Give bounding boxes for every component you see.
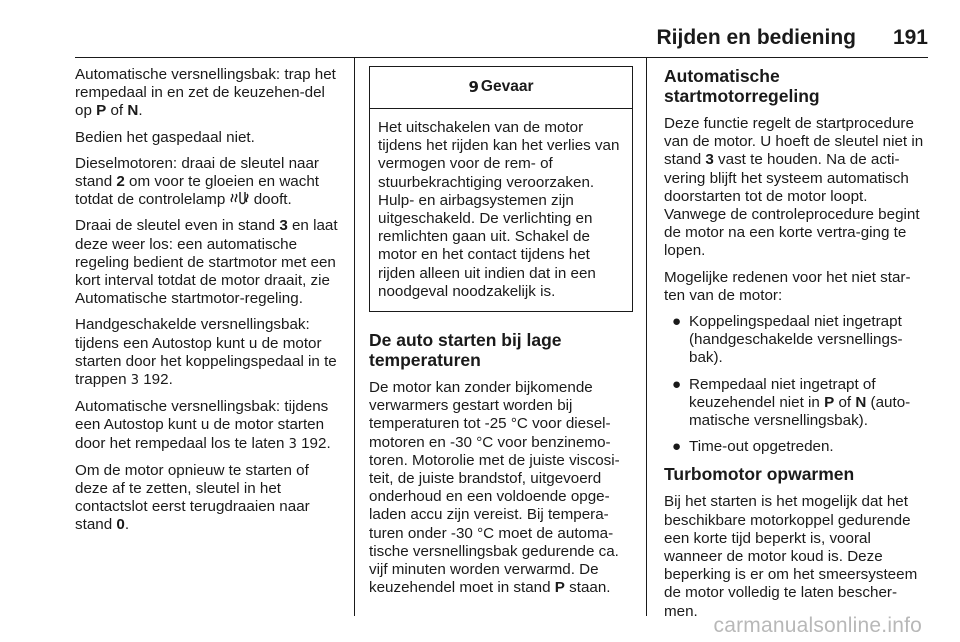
- bullet-icon: ●: [672, 438, 682, 456]
- column-middle: [369, 66, 633, 605]
- bullet-icon: ●: [672, 375, 682, 393]
- header-rule: [75, 57, 928, 58]
- paragraph: De motor kan zonder bijkomende verwarmers gestart worden bij temperaturen tot -25 °C voor diesel-motoren en -30 °C voor benzinemo-toren. Motorolie met de juiste viscosi-teit, de juiste brandstof, uitgevoerd onderhoud en een voldoende opge-laden accu zijn vereist. Bij tempera-turen onder -30 °C moet de automa-tische versnellingsbak gedurende ca. vijf minuten worden verwarmd. De keuzehendel moet in stand P staan.: [369, 379, 620, 597]
- paragraph: Automatische versnellingsbak: trap het rempedaal in en zet de keuzehen-del op P of N.: [75, 66, 336, 120]
- glow-plug-icon: [230, 191, 250, 206]
- page-number: 191: [892, 26, 928, 49]
- paragraph: Handgeschakelde versnellingsbak: tijdens een Autostop kunt u de motor starten door het koppelingspedaal in te trappen 3 192.: [75, 316, 337, 389]
- column-divider: [354, 58, 355, 616]
- page-reference-icon: 3: [288, 436, 297, 452]
- paragraph: Bedien het gaspedaal niet.: [75, 128, 255, 146]
- bullet-icon: ●: [672, 313, 682, 331]
- column-divider: [646, 58, 647, 616]
- paragraph: Automatische versnellingsbak: tijdens een Autostop kunt u de motor starten door het rempedaal los te laten 3 192.: [75, 398, 331, 452]
- danger-text: Het uitschakelen van de motor tijdens het rijden kan het verlies van vermogen voor de rem- of stuurbekrachtiging veroorzaken. Hulp- en airbagsystemen zijn uitgeschakeld. De verlichting en remlichten gaan uit. Schakel de motor en het contact tijdens het rijden alleen uit indien dat in een noodgeval noodzakelijk is.: [378, 119, 620, 300]
- section-heading: Turbomotor opwarmen: [664, 464, 855, 485]
- column-right: [664, 66, 930, 629]
- bullet-list: [664, 313, 930, 456]
- danger-title: Gevaar: [480, 78, 534, 96]
- page-header: [0, 0, 960, 58]
- list-item: ● Rempedaal niet ingetrapt of keuzehendel niet in P of N (auto-matische versnellingsbak).: [672, 375, 911, 430]
- paragraph: Deze functie regelt de startprocedure van de motor. U hoeft de sleutel niet in stand 3 vast te houden. Na de acti-vering blijft het systeem automatisch doorstarten tot de motor loopt. Vanwege de controleprocedure begint de motor na een korte vertra-ging te lopen.: [664, 115, 924, 260]
- watermark: carmanualsonline.info: [713, 614, 922, 637]
- danger-header: [370, 67, 632, 109]
- section-heading: Automatische startmotorregeling: [664, 66, 820, 106]
- section-title: Rijden en bediening: [656, 26, 856, 49]
- paragraph: Mogelijke redenen voor het niet star-ten van de motor:: [664, 268, 911, 304]
- paragraph: Draai de sleutel even in stand 3 en laat deze weer los: een automatische regeling bedient de startmotor met een kort interval totdat de motor draait, zie Automatische startmotor-regeling.: [75, 217, 338, 308]
- page-reference-icon: 3: [130, 373, 140, 389]
- paragraph: Dieselmotoren: draai de sleutel naar stand 2 om voor te gloeien en wacht totdat de controlelamp dooft.: [75, 154, 320, 209]
- warning-icon: 9: [468, 78, 479, 97]
- paragraph: Om de motor opnieuw te starten of deze af te zetten, sleutel in het contactslot eerst terugdraaien naar stand 0.: [75, 461, 310, 534]
- list-item: ● Koppelingspedaal niet ingetrapt (handgeschakelde versnellings-bak).: [672, 313, 903, 367]
- paragraph: Bij het starten is het mogelijk dat het beschikbare motorkoppel gedurende een korte tijd beperkt is, vooral wanneer de motor koud is. Deze beperking is er om het smeersysteem de motor volledig te laten bescher-men.: [664, 493, 918, 620]
- section-heading: De auto starten bij lage temperaturen: [369, 330, 562, 371]
- danger-box: [369, 66, 633, 312]
- column-left: [75, 66, 343, 543]
- list-item: ● Time-out opgetreden.: [672, 438, 834, 456]
